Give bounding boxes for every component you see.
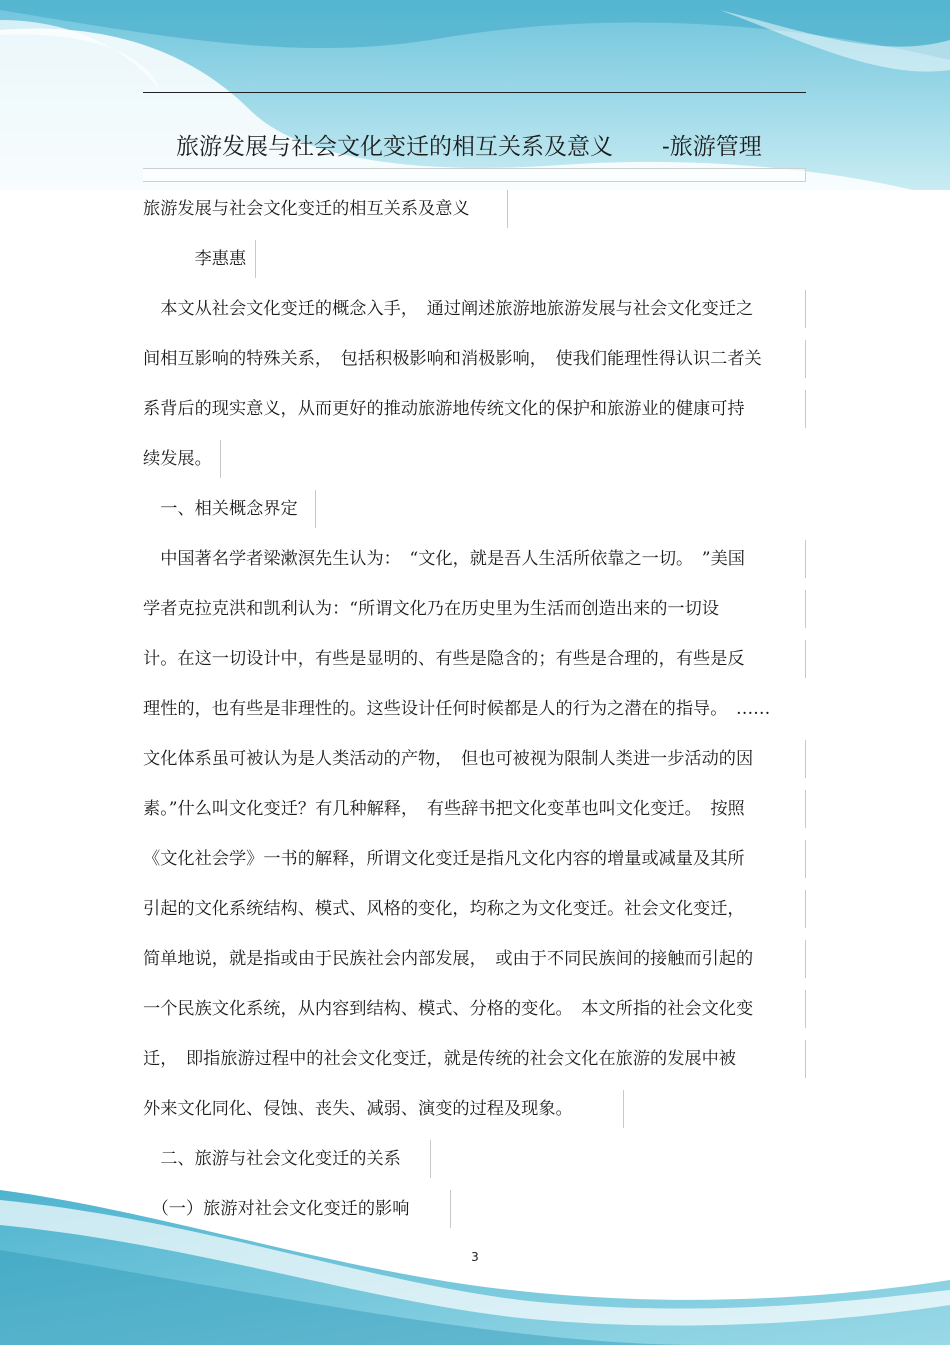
text-line: 计。在这一切设计中，有些是显明的、有些是隐含的；有些是合理的，有些是反 <box>143 640 806 678</box>
page-number: 3 <box>471 1250 479 1264</box>
text-line: 理性的，也有些是非理性的。这些设计任何时候都是人的行为之潜在的指导。 …… <box>143 699 771 719</box>
text-line: 文化体系虽可被认为是人类活动的产物， 但也可被视为限制人类进一步活动的因 <box>143 740 806 778</box>
text-line: 本文从社会文化变迁的概念入手， 通过阐述旅游地旅游发展与社会文化变迁之 <box>143 290 806 328</box>
header-rule <box>143 92 806 93</box>
text-line: 引起的文化系统结构、模式、风格的变化，均称之为文化变迁。社会文化变迁， <box>143 890 806 928</box>
text-line: 续发展。 <box>143 440 221 478</box>
text-line: 迁， 即指旅游过程中的社会文化变迁，就是传统的社会文化在旅游的发展中被 <box>143 1040 806 1078</box>
title-underline-box <box>143 168 806 182</box>
text-line: 《文化社会学》一书的解释，所谓文化变迁是指凡文化内容的增量或减量及其所 <box>143 840 806 878</box>
section-heading-1: 一、相关概念界定 <box>143 490 316 528</box>
section-heading-2: 二、旅游与社会文化变迁的关系 <box>143 1140 431 1178</box>
text-line: 学者克拉克洪和凯利认为：“所谓文化乃在历史里为生活而创造出来的一切设 <box>143 590 806 628</box>
subsection-heading: （一）旅游对社会文化变迁的影响 <box>143 1190 451 1228</box>
page-title <box>0 128 950 168</box>
text-line: 中国著名学者梁漱溟先生认为： “文化，就是吾人生活所依靠之一切。 ”美国 <box>143 540 806 578</box>
title-suffix: -旅游管理 <box>662 134 762 160</box>
text-line: 简单地说，就是指或由于民族社会内部发展， 或由于不同民族间的接触而引起的 <box>143 940 806 978</box>
author-name: 李惠惠 <box>143 240 256 278</box>
text-line: 外来文化同化、侵蚀、丧失、减弱、演变的过程及现象。 <box>143 1090 624 1128</box>
text-line: 系背后的现实意义，从而更好的推动旅游地传统文化的保护和旅游业的健康可持 <box>143 390 806 428</box>
text-line: 间相互影响的特殊关系， 包括积极影响和消极影响， 使我们能理性得认识二者关 <box>143 340 806 378</box>
title-main: 旅游发展与社会文化变迁的相互关系及意义 <box>176 134 613 160</box>
text-line: 一个民族文化系统，从内容到结构、模式、分格的变化。 本文所指的社会文化变 <box>143 990 806 1028</box>
article-title: 旅游发展与社会文化变迁的相互关系及意义 <box>143 190 508 228</box>
text-line: 素。”什么叫文化变迁？有几种解释， 有些辞书把文化变革也叫文化变迁。 按照 <box>143 790 806 828</box>
